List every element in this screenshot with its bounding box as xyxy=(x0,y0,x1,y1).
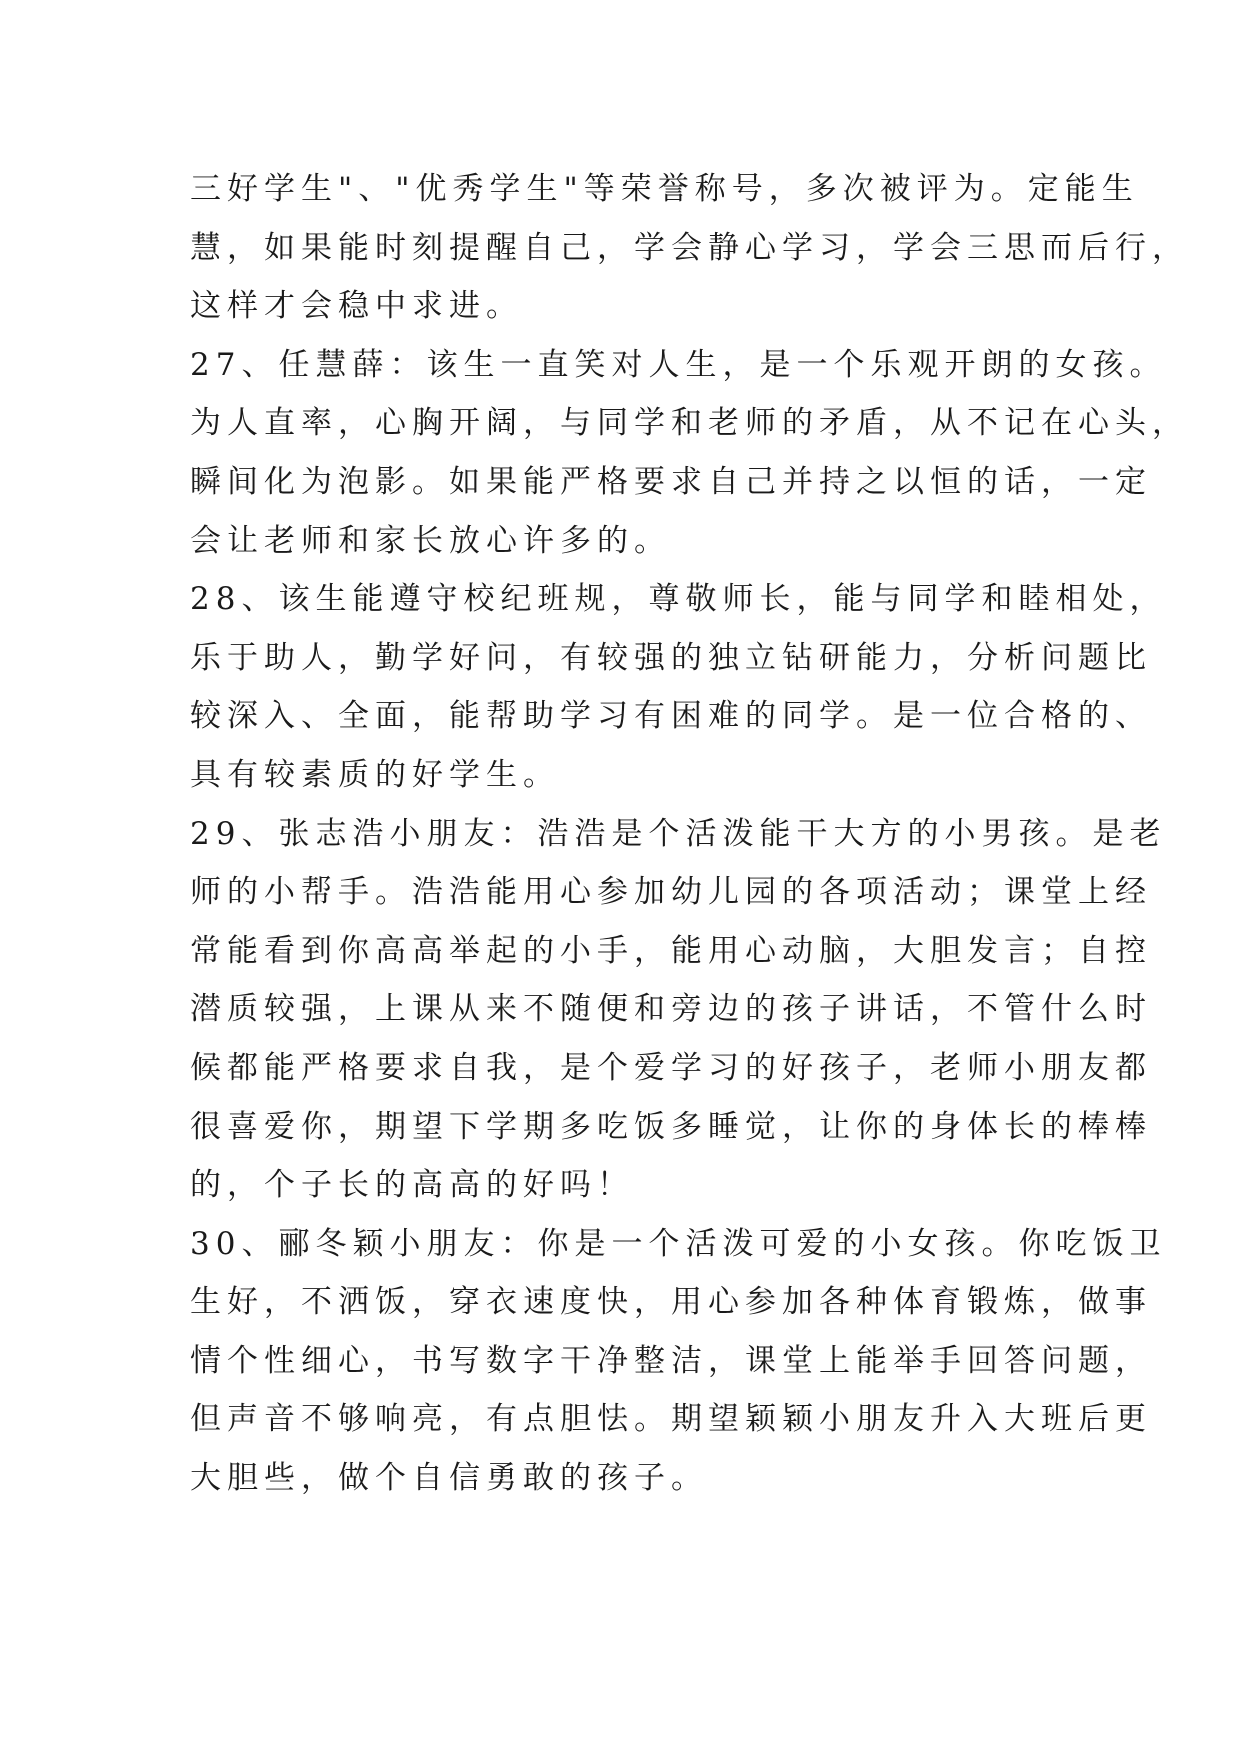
text-line: 乐于助人，勤学好问，有较强的独立钻研能力，分析问题比 xyxy=(190,639,1152,676)
text-line: 27、任慧薛：该生一直笑对人生，是一个乐观开朗的女孩。 xyxy=(190,346,1167,383)
text-line: 生好，不洒饭，穿衣速度快，用心参加各种体育锻炼，做事 xyxy=(190,1284,1152,1321)
document-body xyxy=(190,160,1189,1508)
text-line: 常能看到你高高举起的小手，能用心动脑，大胆发言；自控 xyxy=(190,932,1152,969)
text-line: 很喜爱你，期望下学期多吃饭多睡觉，让你的身体长的棒棒 xyxy=(190,1108,1152,1145)
text-line: 28、该生能遵守校纪班规，尊敬师长，能与同学和睦相处， xyxy=(190,581,1167,618)
text-line: 较深入、全面，能帮助学习有困难的同学。是一位合格的、 xyxy=(190,698,1152,735)
text-line: 30、郦冬颖小朋友：你是一个活泼可爱的小女孩。你吃饭卫 xyxy=(190,1225,1167,1262)
text-line: 大胆些，做个自信勇敢的孩子。 xyxy=(190,1460,708,1497)
text-line: 但声音不够响亮，有点胆怯。期望颖颖小朋友升入大班后更 xyxy=(190,1401,1152,1438)
text-line: 瞬间化为泡影。如果能严格要求自己并持之以恒的话，一定 xyxy=(190,463,1152,500)
text-line: 的，个子长的高高的好吗！ xyxy=(190,1167,634,1204)
text-line: 三好学生"、"优秀学生"等荣誉称号，多次被评为。定能生 xyxy=(190,171,1139,207)
text-line: 这样才会稳中求进。 xyxy=(190,288,523,325)
text-line: 候都能严格要求自我，是个爱学习的好孩子，老师小朋友都 xyxy=(190,1049,1152,1086)
text-line: 29、张志浩小朋友：浩浩是个活泼能干大方的小男孩。是老 xyxy=(190,815,1167,852)
text-line: 情个性细心，书写数字干净整洁，课堂上能举手回答问题， xyxy=(190,1342,1152,1379)
text-line: 会让老师和家长放心许多的。 xyxy=(190,522,671,559)
text-line: 潜质较强，上课从来不随便和旁边的孩子讲话，不管什么时 xyxy=(190,991,1152,1028)
text-line: 师的小帮手。浩浩能用心参加幼儿园的各项活动；课堂上经 xyxy=(190,874,1152,911)
text-line: 慧，如果能时刻提醒自己，学会静心学习，学会三思而后行， xyxy=(190,229,1189,266)
text-line: 为人直率，心胸开阔，与同学和老师的矛盾，从不记在心头， xyxy=(190,405,1189,442)
text-line: 具有较素质的好学生。 xyxy=(190,756,560,793)
